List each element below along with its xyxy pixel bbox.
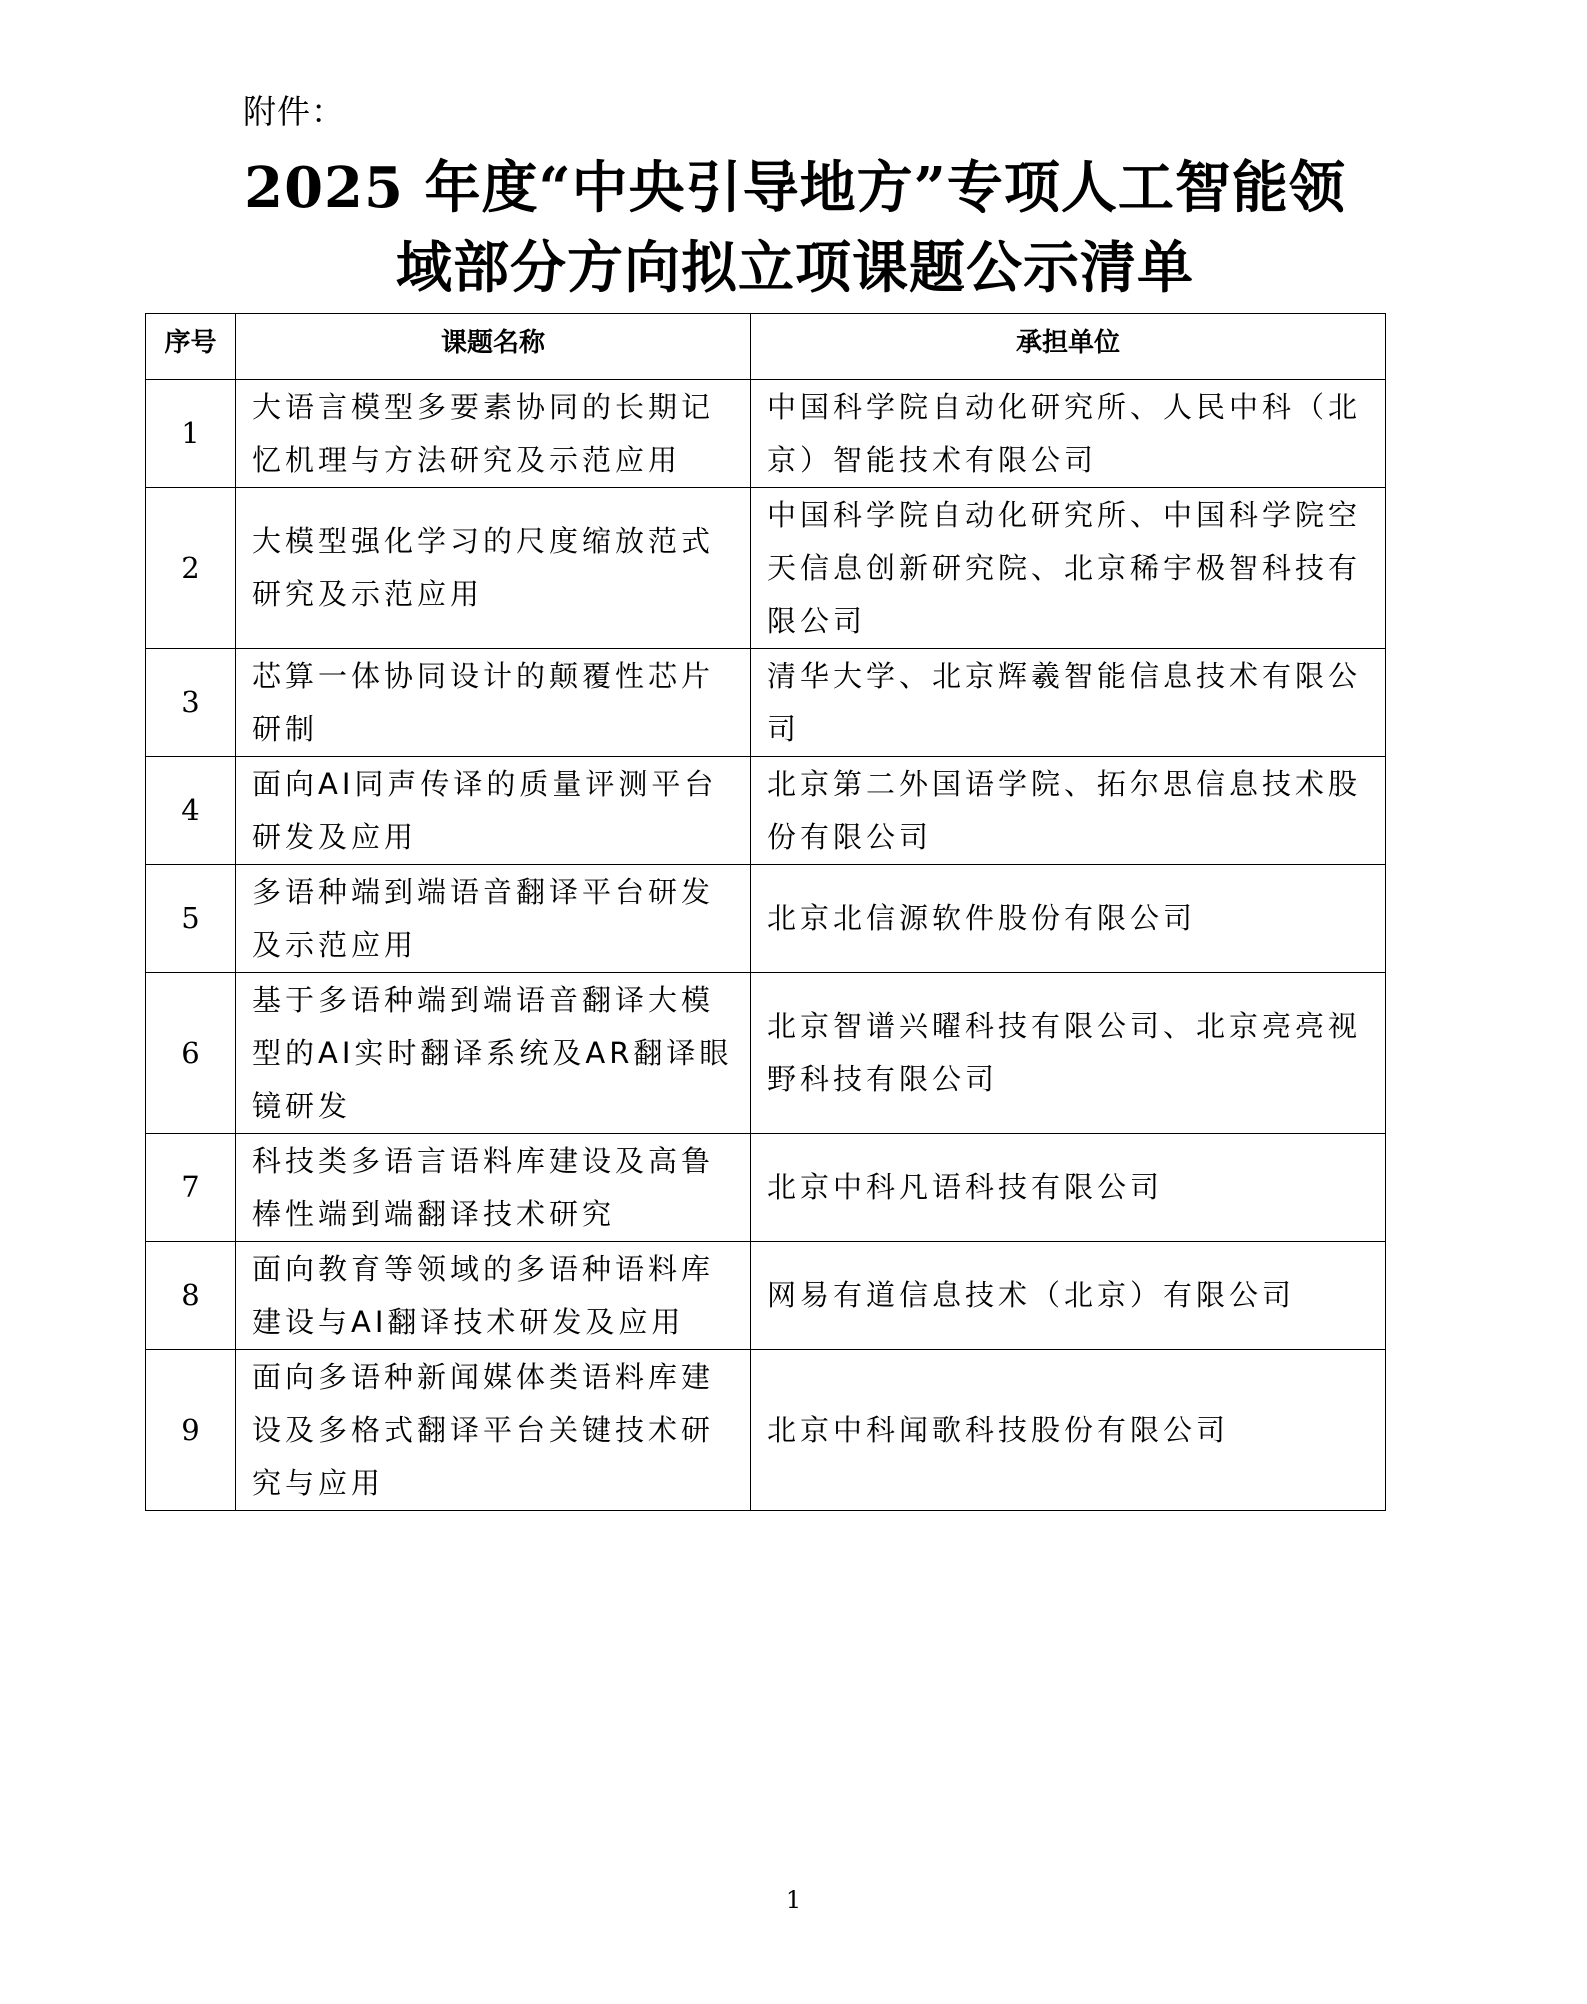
table-row	[146, 757, 1386, 865]
undertaking-unit-cell: 北京北信源软件股份有限公司	[751, 865, 1386, 973]
table-row	[146, 973, 1386, 1134]
page-number: 1	[785, 1886, 802, 1914]
undertaking-unit-cell: 北京智谱兴曜科技有限公司、北京亮亮视野科技有限公司	[751, 973, 1386, 1134]
undertaking-unit-cell: 清华大学、北京辉羲智能信息技术有限公司	[751, 649, 1386, 757]
undertaking-unit-cell: 北京第二外国语学院、拓尔思信息技术股份有限公司	[751, 757, 1386, 865]
undertaking-unit-cell: 北京中科闻歌科技股份有限公司	[751, 1350, 1386, 1511]
project-name-cell: 面向AI同声传译的质量评测平台研发及应用	[236, 757, 751, 865]
undertaking-unit-cell: 中国科学院自动化研究所、人民中科（北京）智能技术有限公司	[751, 380, 1386, 488]
serial-number-cell: 4	[146, 757, 236, 865]
project-name-cell: 科技类多语言语料库建设及高鲁棒性端到端翻译技术研究	[236, 1134, 751, 1242]
project-name-cell: 多语种端到端语音翻译平台研发及示范应用	[236, 865, 751, 973]
table-row	[146, 865, 1386, 973]
table-row	[146, 1134, 1386, 1242]
serial-number-cell: 7	[146, 1134, 236, 1242]
project-table	[145, 313, 1386, 1511]
attachment-label: 附件：	[243, 92, 345, 131]
header-undertaking-unit: 承担单位	[751, 314, 1386, 380]
project-name-cell: 大语言模型多要素协同的长期记忆机理与方法研究及示范应用	[236, 380, 751, 488]
document-title	[180, 148, 1410, 308]
serial-number-cell: 8	[146, 1242, 236, 1350]
table-row	[146, 1242, 1386, 1350]
project-name-cell: 芯算一体协同设计的颠覆性芯片研制	[236, 649, 751, 757]
undertaking-unit-cell: 网易有道信息技术（北京）有限公司	[751, 1242, 1386, 1350]
serial-number-cell: 5	[146, 865, 236, 973]
table-row	[146, 1350, 1386, 1511]
serial-number-cell: 6	[146, 973, 236, 1134]
serial-number-cell: 2	[146, 488, 236, 649]
table-row	[146, 488, 1386, 649]
project-name-cell: 大模型强化学习的尺度缩放范式研究及示范应用	[236, 488, 751, 649]
title-line-1: 2025 年度“中央引导地方”专项人工智能领	[244, 155, 1346, 221]
table-row	[146, 649, 1386, 757]
project-name-cell: 面向教育等领域的多语种语料库建设与AI翻译技术研发及应用	[236, 1242, 751, 1350]
undertaking-unit-cell: 北京中科凡语科技有限公司	[751, 1134, 1386, 1242]
title-line-2: 域部分方向拟立项课题公示清单	[396, 235, 1194, 301]
undertaking-unit-cell: 中国科学院自动化研究所、中国科学院空天信息创新研究院、北京稀宇极智科技有限公司	[751, 488, 1386, 649]
serial-number-cell: 3	[146, 649, 236, 757]
project-name-cell: 面向多语种新闻媒体类语料库建设及多格式翻译平台关键技术研究与应用	[236, 1350, 751, 1511]
header-serial-number: 序号	[146, 314, 236, 380]
serial-number-cell: 9	[146, 1350, 236, 1511]
project-name-cell: 基于多语种端到端语音翻译大模型的AI实时翻译系统及AR翻译眼镜研发	[236, 973, 751, 1134]
serial-number-cell: 1	[146, 380, 236, 488]
table-row	[146, 380, 1386, 488]
header-project-name: 课题名称	[236, 314, 751, 380]
table-header-row	[146, 314, 1386, 380]
